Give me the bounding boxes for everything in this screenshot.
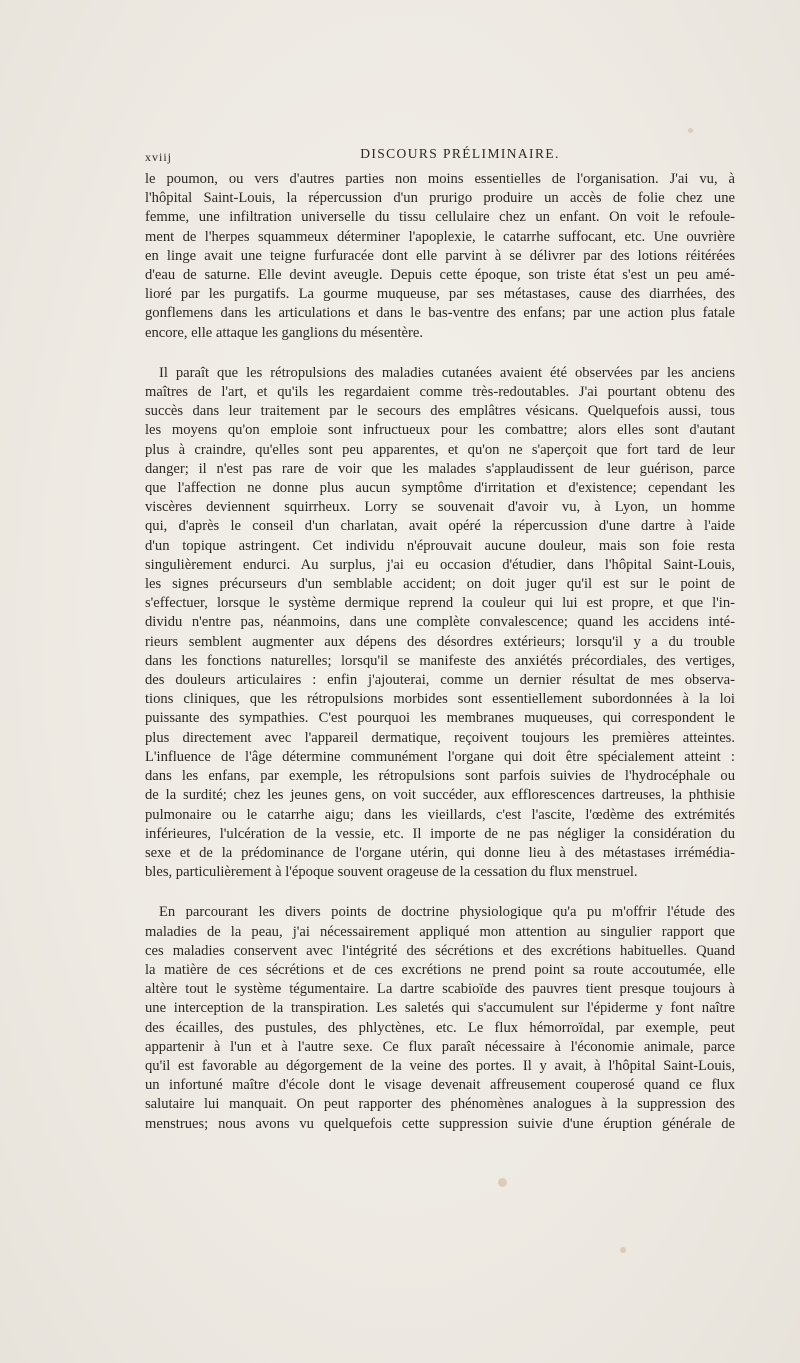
text-line: menstrues; nous avons vu quelquefois cette suppression suivie d'une éruption générale de [145, 1115, 735, 1132]
text-line: de la surdité; chez les jeunes gens, on voit succéder, aux efflorescences dartreuses, la phthisie [145, 787, 735, 804]
page-number: xviij [145, 150, 173, 164]
text-line: L'influence de l'âge détermine communément l'organe qui doit être spécialement atteint : [145, 748, 735, 765]
text-line: danger; il n'est pas rare de voir que les malades s'applaudissent de leur guérison, parce [145, 460, 735, 477]
text-line: puissante des sympathies. C'est pourquoi les membranes muqueuses, qui correspondent le [145, 710, 735, 727]
paragraph [145, 170, 735, 343]
text-line: encore, elle attaque les ganglions du mésentère. [145, 324, 423, 341]
text-line: d'eau de saturne. Elle devint aveugle. Depuis cette époque, son triste état s'est un peu amé- [145, 267, 735, 284]
text-line: dans les fonctions naturelles; lorsqu'il se manifeste des anxiétés précordiales, des vertiges, [145, 652, 735, 669]
text-line: l'hôpital Saint-Louis, la répercussion d'un prurigo produire un accès de folie chez une [145, 190, 735, 207]
text-line: des douleurs articulaires : enfin j'ajouterai, comme un dernier résultat de mes observa- [145, 672, 735, 689]
text-line: femme, une infiltration universelle du tissu cellulaire chez un enfant. On voit le refoule- [145, 209, 735, 226]
text-line: d'un topique astringent. Cet individu n'éprouvait aucune douleur, mais son foie resta [145, 537, 735, 554]
paragraph [145, 903, 735, 1133]
text-line: dividu n'entre pas, néanmoins, dans une complète convalescence; quand les accidens inté- [145, 614, 735, 631]
text-line: des écailles, des pustules, des phlyctènes, etc. Le flux hémorroïdal, par exemple, peut [145, 1019, 735, 1036]
text-line: les signes précurseurs d'un semblable accident; on doit juger qu'il est sur le point de [145, 576, 735, 593]
page-header [145, 146, 735, 168]
text-line: qu'il est favorable au dégorgement de la veine des portes. Il y avait, à l'hôpital Saint-Louis, [145, 1057, 735, 1074]
text-line: altère tout le système tégumentaire. La dartre scabioïde des pauvres tient presque toujours à [145, 981, 735, 998]
text-line: un infortuné maître d'école dont le visage devenait affreusement couperosé quand ce flux [145, 1077, 735, 1094]
text-line: plus directement avec l'appareil dermatique, reçoivent toujours les premières atteintes. [145, 729, 735, 746]
text-line: En parcourant les divers points de doctrine physiologique qu'a pu m'offrir l'étude des [159, 904, 735, 921]
text-line: sexe et de la prédominance de l'organe utérin, qui donne lieu à des métastases irrémédia- [145, 844, 735, 861]
text-line: inférieures, l'ulcération de la vessie, etc. Il importe de ne pas négliger la considération du [145, 825, 735, 842]
text-line: ment de l'herpes squammeux déterminer l'apoplexie, le catarrhe suffocant, etc. Une ouvrière [145, 228, 735, 245]
text-line: pulmonaire ou le catarrhe aigu; dans les vieillards, c'est l'ascite, l'œdème des extrémités [145, 806, 735, 823]
text-line: Il paraît que les rétropulsions des maladies cutanées avaient été observées par les anciens [159, 364, 735, 381]
text-line: dans les enfans, par exemple, les rétropulsions sont parfois suivies de l'hydrocéphale ou [145, 768, 735, 785]
text-line: gonflemens dans les articulations et dans le bas-ventre des enfans; par une action plus fatale [145, 305, 735, 322]
text-line: rieurs semblent augmenter aux dépens des désordres extérieurs; lorsqu'il y a du trouble [145, 633, 735, 650]
running-title: DISCOURS PRÉLIMINAIRE. [360, 146, 560, 161]
text-line: bles, particulièrement à l'époque souvent orageuse de la cessation du flux menstruel. [145, 864, 638, 881]
text-line: viscères deviennent squirrheux. Lorry se souvenait d'avoir vu, à Lyon, un homme [145, 499, 735, 516]
text-line: maîtres de l'art, et qu'ils les regardaient comme très-redoutables. J'ai pourtant obtenu des [145, 384, 735, 401]
text-line: que l'affection ne donne plus aucun symptôme d'irritation et d'existence; cependant les [145, 480, 735, 497]
text-line: lioré par les purgatifs. La gourme muqueuse, par ses métastases, cause des diarrhées, des [145, 286, 735, 303]
text-line: le poumon, ou vers d'autres parties non moins essentielles de l'organisation. J'ai vu, à [145, 171, 735, 187]
paper-stain [620, 1247, 626, 1253]
text-line: tions cliniques, que les rétropulsions morbides sont essentiellement subordonnées à la loi [145, 691, 735, 708]
text-line: salutaire lui manquait. On peut rapporter des phénomènes analogues à la suppression des [145, 1096, 735, 1113]
text-line: plus à craindre, qu'elles sont peu apparentes, et qu'on ne s'aperçoit que fort tard de leur [145, 441, 735, 458]
body-text [145, 170, 735, 1134]
paragraph [145, 364, 735, 882]
text-line: s'effectuer, lorsque le système dermique reprend la couleur qui lui est propre, et que l'in- [145, 595, 735, 612]
text-line: succès dans leur traitement par le secours des emplâtres vésicans. Quelquefois aussi, tous [145, 403, 735, 420]
text-line: singulièrement endurci. Au surplus, j'ai eu occasion d'étudier, dans l'hôpital Saint-Louis, [145, 556, 735, 573]
text-line: en linge avait une teigne furfuracée dont elle parvint à se délivrer par des lotions réitérées [145, 247, 735, 264]
text-line: la matière de ces sécrétions et de ces excrétions ne prend point sa route accoutumée, elle [145, 961, 735, 978]
text-line: maladies de la peau, j'ai nécessairement appliqué mon attention au singulier rapport que [145, 923, 735, 940]
text-line: une interception de la transpiration. Les saletés qui s'accumulent sur l'épiderme y font naître [145, 1000, 735, 1017]
paper-stain [688, 128, 693, 133]
text-line: ces maladies conservent avec l'intégrité des sécrétions et des excrétions habituelles. Quand [145, 942, 735, 959]
text-line: qui, d'après le conseil d'un charlatan, avait opéré la répercussion d'une dartre à l'aide [145, 518, 735, 535]
text-line: appartenir à l'un et à l'autre sexe. Ce flux paraît nécessaire à l'économie animale, parce [145, 1038, 735, 1055]
paper-stain [498, 1178, 507, 1187]
text-line: les moyens qu'on emploie sont infructueux pour les combattre; alors elles sont d'autant [145, 422, 735, 439]
